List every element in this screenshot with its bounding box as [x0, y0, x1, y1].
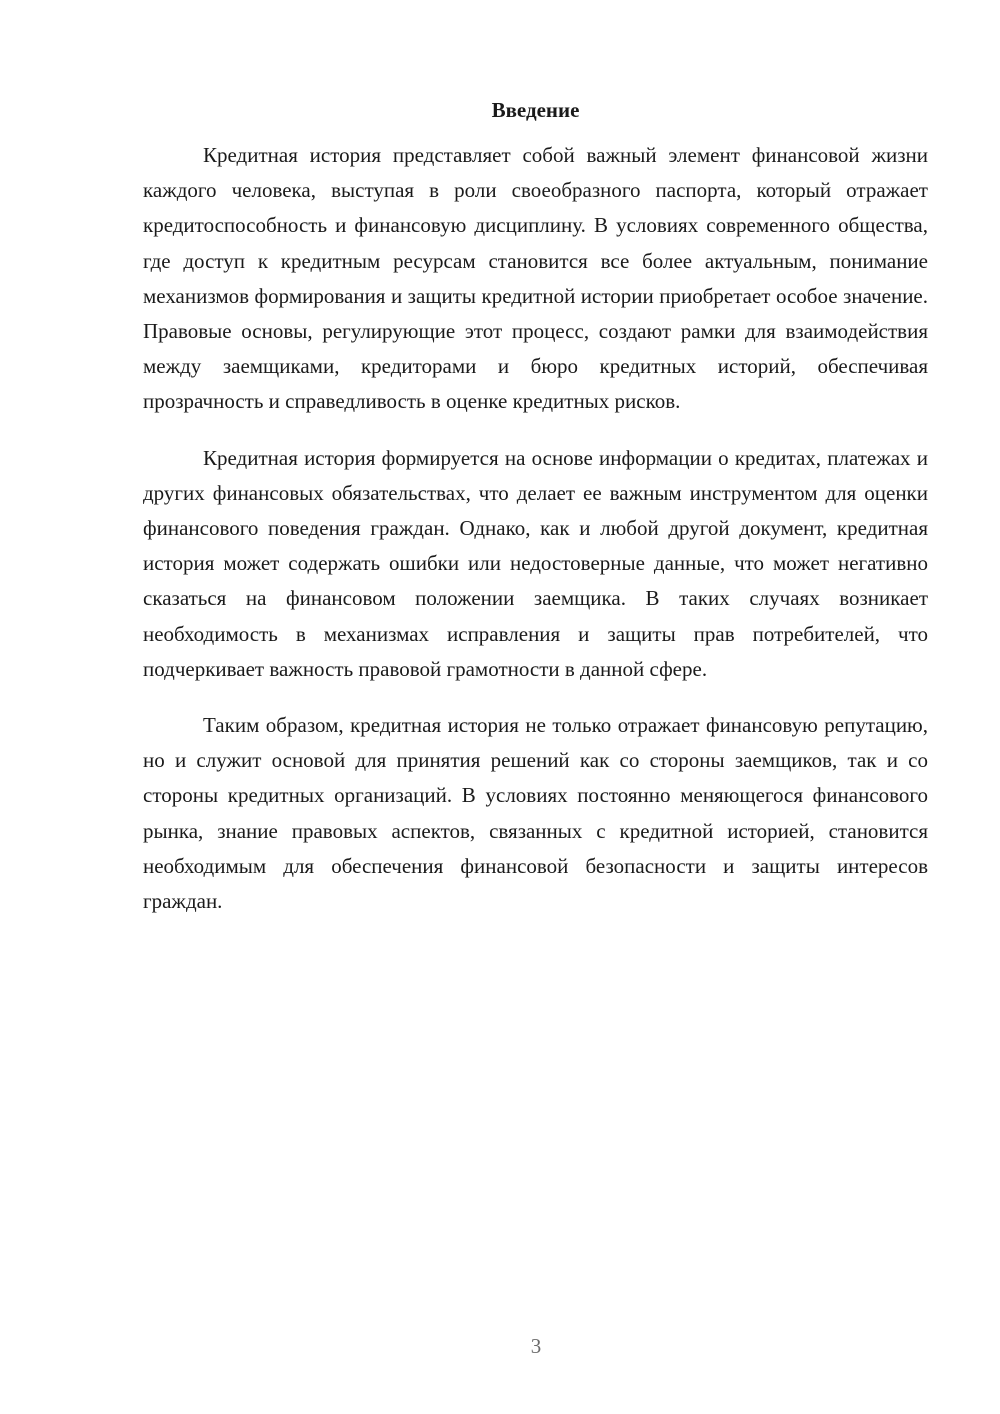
- section-title: Введение: [491, 98, 580, 122]
- paragraph-2: Кредитная история формируется на основе информации о кредитах, платежах и других финансовых обязательствах, что делает ее важным инструментом для оценки финансового поведения граждан. Однако, как и любой другой документ, кредитная история может содержать ошибки или недостоверные данные, что может негативно сказаться на финансовом положении заемщика. В таких случаях возникает необходимость в механизмах исправления и защиты прав потребителей, что подчеркивает важность правовой грамотности в данной сфере.: [143, 445, 928, 681]
- page-number: 3: [530, 1334, 542, 1358]
- page-content: [143, 96, 928, 940]
- paragraph-3: Таким образом, кредитная история не только отражает финансовую репутацию, но и служит основой для принятия решений как со стороны заемщиков, так и со стороны кредитных организаций. В условиях постоянно меняющегося финансового рынка, знание правовых аспектов, связанных с кредитной историей, становится необходимым для обеспечения финансовой безопасности и защиты интересов граждан.: [143, 713, 928, 914]
- paragraph-1: Кредитная история представляет собой важный элемент финансовой жизни каждого человека, выступая в роли своеобразного паспорта, который отражает кредитоспособность и финансовую дисциплину. В условиях современного общества, где доступ к кредитным ресурсам становится все более актуальным, понимание механизмов формирования и защиты кредитной истории приобретает особое значение. Правовые основы, регулирующие этот процесс, создают рамки для взаимодействия между заемщиками, кредиторами и бюро кредитных историй, обеспечивая прозрачность и справедливость в оценке кредитных рисков.: [143, 143, 928, 414]
